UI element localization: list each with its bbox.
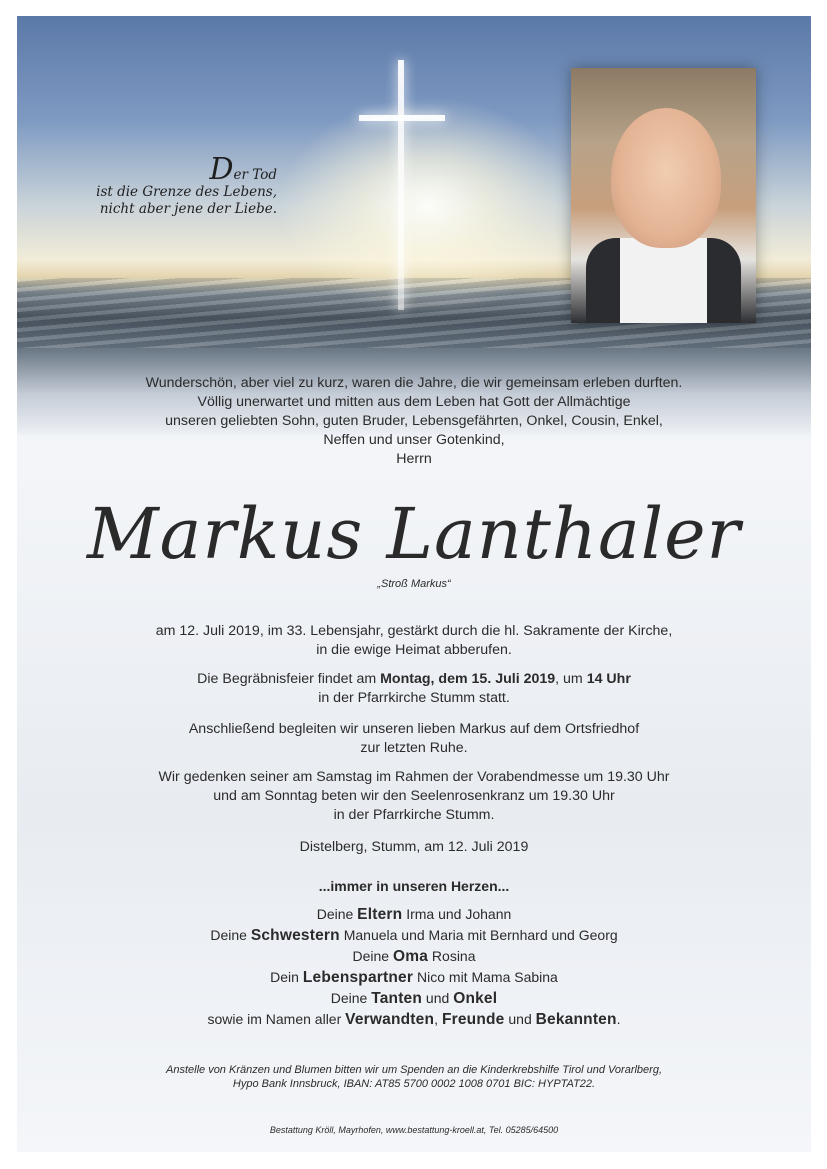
family-role: Schwestern <box>250 927 340 944</box>
family-pre: Dein <box>270 969 303 985</box>
burial-info <box>17 720 811 758</box>
family-role: Freunde <box>441 1011 505 1028</box>
funeral-info <box>17 670 811 708</box>
funeral-date: Montag, dem 15. Juli 2019 <box>380 671 556 687</box>
burial-line: zur letzten Ruhe. <box>360 740 468 756</box>
family-role: Eltern <box>357 906 403 923</box>
family-line <box>17 988 811 1009</box>
family-role: Lebenspartner <box>302 969 414 986</box>
family-line <box>17 946 811 967</box>
family-pre: sowie im Namen aller <box>207 1011 346 1027</box>
intro-line: Herrn <box>396 451 432 467</box>
family-line <box>17 925 811 946</box>
family-role: Oma <box>392 948 429 965</box>
family-list <box>17 904 811 1030</box>
family-role: Onkel <box>453 990 498 1007</box>
funeral-place: in der Pfarrkirche Stumm statt. <box>318 690 510 706</box>
prayer-info <box>17 768 811 825</box>
prayer-line: in der Pfarrkirche Stumm. <box>333 807 495 823</box>
nickname: „Stroß Markus“ <box>377 578 451 590</box>
donation-line: Hypo Bank Innsbruck, IBAN: AT85 5700 0002 1008 0701 BIC: HYPTAT22. <box>232 1077 596 1090</box>
intro-text <box>17 374 811 469</box>
burial-line: Anschließend begleiten wir unseren lieben Markus auf dem Ortsfriedhof <box>188 721 640 737</box>
death-line: in die ewige Heimat abberufen. <box>316 642 512 658</box>
motto-line3: nicht aber jene der Liebe. <box>99 201 277 217</box>
family-conj: und <box>504 1011 536 1027</box>
funeral-time: 14 Uhr <box>586 671 631 687</box>
family-names: Irma und Johann <box>402 906 512 922</box>
family-line <box>17 1009 811 1030</box>
motto-line1: er Tod <box>233 167 277 183</box>
death-line: am 12. Juli 2019, im 33. Lebensjahr, gestärkt durch die hl. Sakramente der Kirche, <box>155 623 673 639</box>
family-pre: Deine <box>210 927 251 943</box>
family-role: Verwandten <box>345 1011 435 1028</box>
family-role: Tanten <box>371 990 423 1007</box>
undertaker-footer: Bestattung Kröll, Mayrhofen, www.bestattung-kroell.at, Tel. 05285/64500 <box>269 1125 559 1135</box>
death-notice <box>17 622 811 660</box>
family-names: Nico mit Mama Sabina <box>413 969 558 985</box>
portrait-face <box>611 108 721 248</box>
family-pre: Deine <box>352 948 393 964</box>
prayer-line: Wir gedenken seiner am Samstag im Rahmen der Vorabendmesse um 19.30 Uhr <box>158 769 670 785</box>
sunset-sea-background <box>17 16 811 436</box>
heart-phrase: ...immer in unseren Herzen... <box>318 878 510 894</box>
donation-line: Anstelle von Kränzen und Blumen bitten wir um Spenden an die Kinderkrebshilfe Tirol und Vorarlberg, <box>166 1064 662 1076</box>
family-end: . <box>616 1011 621 1027</box>
family-names: Rosina <box>428 948 476 964</box>
portrait-photo <box>571 68 756 323</box>
portrait-shirt <box>586 238 741 323</box>
family-pre: Deine <box>330 990 372 1006</box>
motto-initial: D <box>209 152 234 187</box>
deceased-name: Markus Lanthaler <box>86 493 742 575</box>
motto-line2: ist die Grenze des Lebens, <box>96 184 277 200</box>
motto-quote <box>87 152 277 218</box>
funeral-pre: Die Begräbnisfeier findet am <box>197 671 381 687</box>
obituary-card <box>17 16 811 1152</box>
family-role: Bekannten <box>535 1011 617 1028</box>
funeral-mid: , um <box>555 671 587 687</box>
family-conj: und <box>422 990 454 1006</box>
funeral-line <box>17 670 811 689</box>
intro-line: Neffen und unser Gotenkind, <box>323 432 505 448</box>
cross-icon-bar <box>359 115 445 121</box>
intro-line: unseren geliebten Sohn, guten Bruder, Lebensgefährten, Onkel, Cousin, Enkel, <box>165 413 663 429</box>
intro-line: Wunderschön, aber viel zu kurz, waren die Jahre, die wir gemeinsam erleben durften. <box>145 375 683 391</box>
place-date: Distelberg, Stumm, am 12. Juli 2019 <box>299 839 529 855</box>
donation-note <box>17 1064 811 1091</box>
intro-line: Völlig unerwartet und mitten aus dem Leben hat Gott der Allmächtige <box>197 394 631 410</box>
prayer-line: und am Sonntag beten wir den Seelenrosenkranz um 19.30 Uhr <box>213 788 615 804</box>
family-pre: Deine <box>316 906 358 922</box>
family-line <box>17 904 811 925</box>
cross-icon <box>398 60 404 310</box>
family-conj: , <box>434 1011 442 1027</box>
family-line <box>17 967 811 988</box>
family-names: Manuela und Maria mit Bernhard und Georg <box>339 927 618 943</box>
